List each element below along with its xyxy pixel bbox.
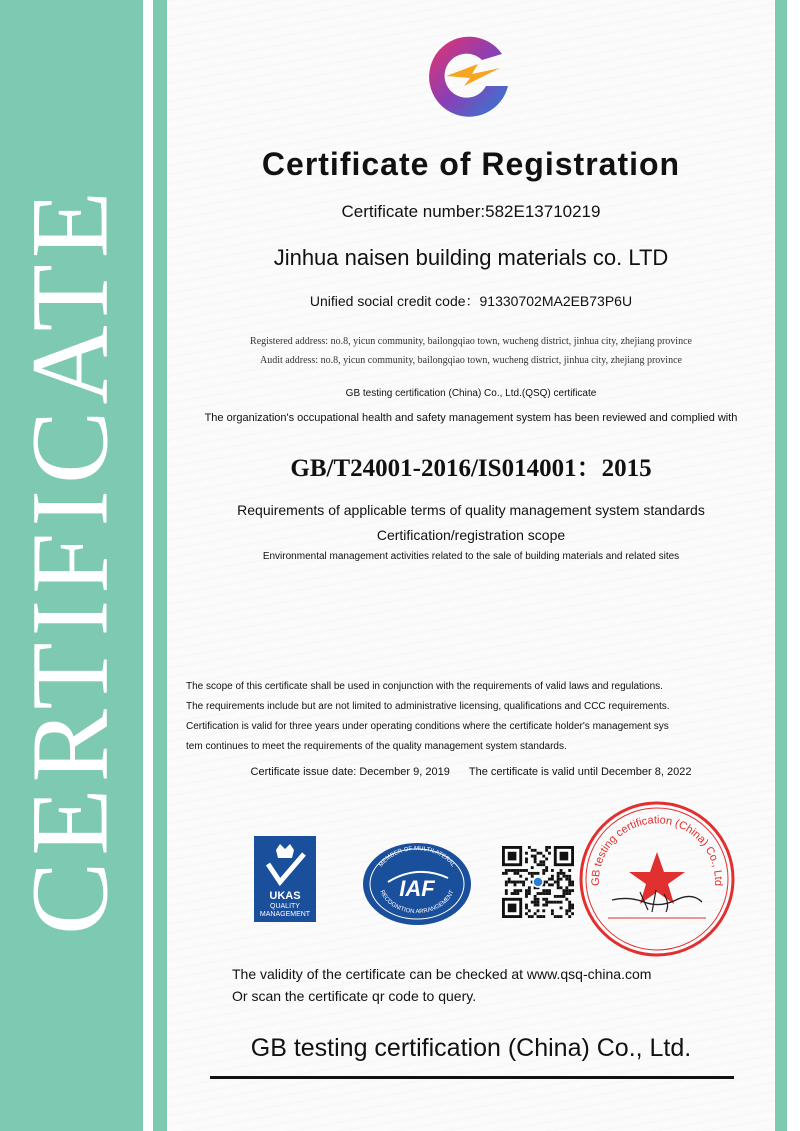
seal-text: GB testing certification (China) Co., Ltd <box>589 814 725 887</box>
ukas-line1: QUALITY <box>270 903 300 910</box>
scope-paragraph-line: Certification is valid for three years under operating conditions where the certificate holder's management sys <box>186 721 669 732</box>
iaf-top-text: MEMBER OF MULTILATERAL <box>378 845 456 869</box>
issuer-line: GB testing certification (China) Co., Ltd.(QSQ) certificate <box>345 388 597 399</box>
audit-address: Audit address: no.8, yicun community, bailongqiao town, wucheng district, jinhua city, zhejiang province <box>260 355 682 366</box>
scope-text: Environmental management activities related to the sale of building materials and related sites <box>262 551 680 562</box>
certifier-logo-icon <box>416 24 522 120</box>
right-border-stripe <box>775 0 787 1131</box>
scope-paragraph-line: The requirements include but are not limited to administrative licensing, qualifications and CCC requirements. <box>186 701 670 712</box>
registered-address: Registered address: no.8, yicun community, bailongqiao town, wucheng district, jinhua city, zhejiang province <box>250 336 692 347</box>
footer-company: GB testing certification (China) Co., Ltd. <box>250 1034 692 1062</box>
sidebar-band <box>0 0 143 1131</box>
sidebar-stripe <box>153 0 167 1131</box>
footer-rule <box>210 1076 734 1079</box>
reviewed-line: The organization's occupational health and safety management system has been reviewed and complied with <box>204 412 738 424</box>
credit-code: Unified social credit code：91330702MA2EB73P6U <box>309 293 633 309</box>
vertical-certificate-word: CERTIFICATE <box>8 185 131 935</box>
scope-paragraph-line: The scope of this certificate shall be used in conjunction with the requirements of valid laws and regulations. <box>186 681 663 692</box>
verification-line-2: Or scan the certificate qr code to query. <box>232 988 477 1004</box>
qr-code[interactable] <box>500 846 576 918</box>
issue-date: Certificate issue date: December 9, 2019 <box>250 766 450 778</box>
scope-title: Certification/registration scope <box>376 527 566 543</box>
dates-line <box>168 766 774 778</box>
standard-code: GB/T24001-2016/IS014001：2015 <box>290 455 652 482</box>
verification-line-1: The validity of the certificate can be checked at www.qsq-china.com <box>232 966 652 982</box>
sidebar-divider <box>143 0 153 1131</box>
scope-paragraph <box>186 677 766 757</box>
ukas-logo <box>254 836 316 922</box>
ukas-word: UKAS <box>269 890 301 902</box>
company-name: Jinhua naisen building materials co. LTD <box>273 245 669 270</box>
valid-until-date: The certificate is valid until December 8, 2022 <box>468 766 692 778</box>
certificate-body <box>168 0 774 1131</box>
iaf-logo <box>362 842 472 926</box>
crown-check-icon <box>254 838 316 888</box>
requirements-line: Requirements of applicable terms of quality management system standards <box>237 502 705 518</box>
scope-paragraph-line: tem continues to meet the requirements of the quality management system standards. <box>186 741 567 752</box>
iaf-bottom-text: RECOGNITION ARRANGEMENT <box>378 889 456 916</box>
ukas-line2: MANAGEMENT <box>259 911 311 918</box>
certificate-title: Certificate of Registration <box>261 146 681 182</box>
iaf-word: IAF <box>399 876 435 901</box>
company-seal <box>578 800 736 958</box>
certificate-number: Certificate number:582E13710219 <box>341 202 601 221</box>
